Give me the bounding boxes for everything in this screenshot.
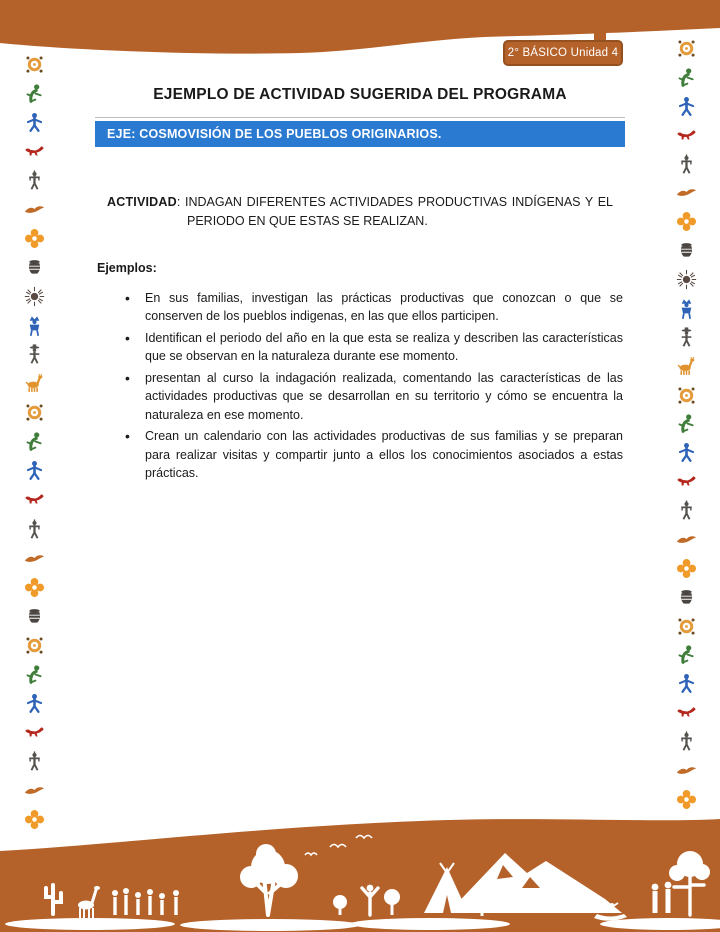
eje-banner-text: EJE: COSMOVISIÓN DE LOS PUEBLOS ORIGINARIOS.: [107, 127, 442, 141]
clay-pot-icon: [24, 257, 45, 278]
blue-figure-icon: [24, 460, 45, 481]
condor-icon: [676, 182, 697, 203]
standing-person-icon: [24, 751, 45, 772]
llama-icon: [676, 356, 697, 377]
red-fox-icon: [24, 141, 45, 162]
condor-icon: [24, 780, 45, 801]
standing-person-icon: [676, 500, 697, 521]
standing-person-icon: [24, 519, 45, 540]
condor-icon: [24, 548, 45, 569]
green-dancer-icon: [676, 413, 697, 434]
example-item: • presentan al curso la indagación realizada, comentando las características de las actividades productivas que se desarrollan en su territorio y cómo se encuentra la naturaleza en ese momento.: [125, 369, 623, 425]
red-fox-icon: [676, 125, 697, 146]
clay-pot-icon: [24, 606, 45, 627]
clay-pot-icon: [676, 240, 697, 261]
divider-rule: [95, 117, 625, 118]
blue-figure-icon: [24, 112, 45, 133]
activity-text: INDAGAN DIFERENTES ACTIVIDADES PRODUCTIVAS INDÍGENAS Y EL PERIODO EN QUE ESTAS SE REALIZAN.: [184, 195, 613, 228]
example-item: • Identifican el periodo del año en la que esta se realiza y describen las características que se observan en la naturaleza durante ese momento.: [125, 329, 623, 366]
red-fox-icon: [676, 702, 697, 723]
condor-icon: [676, 529, 697, 550]
person-hat-icon: [24, 344, 45, 365]
green-dancer-icon: [24, 664, 45, 685]
blue-figure-icon: [676, 673, 697, 694]
sun-symbol-icon: [24, 635, 45, 656]
blue-figure-icon: [676, 442, 697, 463]
sun-symbol-icon: [24, 54, 45, 75]
green-dancer-icon: [676, 644, 697, 665]
standing-person-icon: [24, 170, 45, 191]
sun-symbol-icon: [676, 616, 697, 637]
right-pictogram-column: [671, 38, 701, 810]
flower-icon: [24, 577, 45, 598]
page-title: EJEMPLO DE ACTIVIDAD SUGERIDA DEL PROGRAMA: [153, 86, 567, 103]
standing-person-icon: [676, 154, 697, 175]
unit-badge-label: 2° BÁSICO Unidad 4: [507, 47, 619, 59]
blue-figure-icon: [676, 96, 697, 117]
flower-icon: [676, 558, 697, 579]
activity-label: ACTIVIDAD: [107, 195, 177, 209]
flower-icon: [676, 789, 697, 810]
eje-banner: [95, 121, 625, 147]
standing-person-icon: [676, 731, 697, 752]
green-dancer-icon: [24, 83, 45, 104]
condor-icon: [676, 760, 697, 781]
sun-symbol-icon: [676, 385, 697, 406]
examples-heading: Ejemplos:: [97, 260, 157, 275]
left-pictogram-column: [19, 54, 49, 830]
footer-landscape: [0, 817, 720, 932]
condor-icon: [24, 199, 45, 220]
activity-paragraph: [107, 193, 613, 231]
llama-icon: [24, 373, 45, 394]
green-dancer-icon: [676, 67, 697, 88]
clay-pot-icon: [676, 587, 697, 608]
red-fox-icon: [24, 722, 45, 743]
activity-separator: :: [176, 195, 185, 209]
red-fox-icon: [24, 489, 45, 510]
examples-list: [95, 289, 625, 483]
flower-icon: [24, 809, 45, 830]
flower-icon: [24, 228, 45, 249]
sun-symbol-icon: [676, 38, 697, 59]
green-dancer-icon: [24, 431, 45, 452]
flower-icon: [676, 211, 697, 232]
dark-sun-icon: [24, 286, 45, 307]
document-content: [95, 0, 625, 486]
red-fox-icon: [676, 471, 697, 492]
dark-sun-icon: [676, 269, 697, 290]
blue-chief-icon: [676, 298, 697, 319]
blue-figure-icon: [24, 693, 45, 714]
example-item: • Crean un calendario con las actividades productivas de sus familias y se preparan para realizar visitas y compartir junto a ellos los conocimientos asociados a estas prácticas.: [125, 427, 623, 483]
person-hat-icon: [676, 327, 697, 348]
example-item: • En sus familias, investigan las prácticas productivas que conozcan o que se conserven de los pueblos indigenas, en las que ellos participen.: [125, 289, 623, 326]
sun-symbol-icon: [24, 402, 45, 423]
blue-chief-icon: [24, 315, 45, 336]
